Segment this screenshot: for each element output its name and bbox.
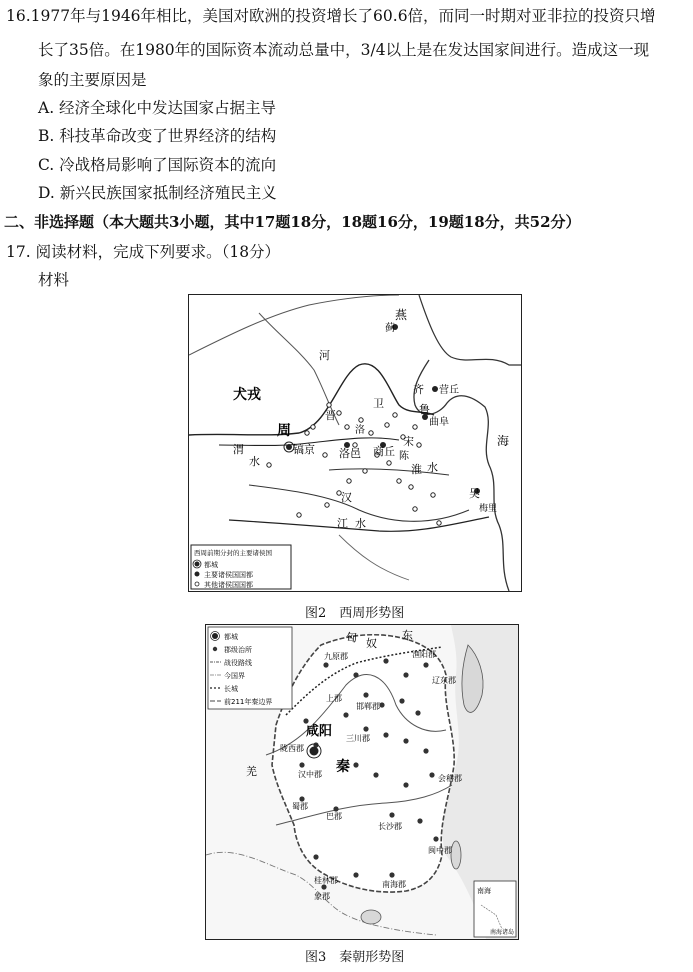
label-qin: 秦 — [336, 759, 350, 775]
label-wei-river: 渭 — [233, 443, 244, 456]
label-he: 河 — [319, 349, 330, 362]
label-longxi: 陇西郡 — [280, 744, 304, 753]
legend-border: 今国界 — [224, 672, 245, 680]
qin-dynasty-map-svg — [206, 625, 518, 939]
legend-other-state: 其他诸侯国国都 — [204, 581, 253, 589]
legend-commandery: 郡级治所 — [224, 646, 252, 654]
inset-nanhai: 南海 — [477, 887, 491, 895]
label-guilin: 桂林郡 — [314, 876, 338, 885]
q16-stem-line1: 16.1977年与1946年相比，美国对欧洲的投资增长了60.6倍，而同一时期对亚非拉的投资只增 — [6, 7, 656, 25]
q17-stem: 17. 阅读材料，完成下列要求。（18分） — [6, 243, 281, 261]
label-wu: 吴 — [469, 487, 480, 500]
label-jiuyuan: 九原郡 — [324, 652, 348, 661]
label-shui3: 水 — [427, 461, 438, 474]
label-huai: 淮 — [411, 463, 422, 476]
label-shangjun: 上郡 — [326, 694, 342, 703]
label-lu: 鲁 — [419, 403, 430, 416]
label-handan: 邯郸郡 — [356, 702, 380, 711]
label-jin: 晋 — [325, 409, 336, 422]
material-label: 材料 — [38, 271, 70, 289]
label-shujun: 蜀郡 — [292, 802, 308, 811]
western-zhou-map — [188, 294, 522, 592]
label-quanrong: 犬戎 — [233, 387, 261, 403]
label-luoyi: 洛邑 — [339, 447, 361, 460]
legend-route: 战役路线 — [224, 659, 252, 667]
label-xianyang: 咸阳 — [306, 724, 333, 739]
option-b[interactable]: B. 科技革命改变了世界经济的结构 — [38, 127, 277, 145]
label-qiang: 羌 — [246, 765, 257, 778]
label-luo: 洛 — [355, 425, 365, 436]
legend-qin-border: 前211年秦边界 — [224, 698, 273, 706]
label-meili: 梅里 — [479, 504, 498, 514]
label-nu: 奴 — [366, 637, 377, 650]
label-wei: 卫 — [373, 397, 384, 410]
legend-capital: 都城 — [224, 633, 238, 641]
option-d[interactable]: D. 新兴民族国家抵制经济殖民主义 — [38, 184, 277, 202]
label-yan: 燕 — [395, 308, 408, 322]
q16-stem-line2: 长了35倍。在1980年的国际资本流动总量中，3/4以上是在发达国家间进行。造成这一现 — [38, 41, 650, 59]
label-jiang: 江 — [337, 517, 348, 530]
section-heading: 二、非选择题（本大题共3小题，其中17题18分，18题16分，19题18分，共52分） — [4, 213, 581, 231]
legend-capital: 都城 — [204, 561, 218, 569]
label-ji: 蓟 — [385, 323, 395, 334]
label-hanzhong: 汉中郡 — [298, 770, 322, 779]
inset-islands: 南海诸岛 — [490, 929, 515, 936]
label-qufu: 曲阜 — [429, 417, 449, 428]
qin-dynasty-map — [205, 624, 519, 940]
label-bajun: 巴郡 — [326, 812, 342, 821]
western-zhou-map-svg — [189, 295, 521, 591]
label-changsha: 长沙郡 — [378, 822, 402, 831]
option-a[interactable]: A. 经济全球化中发达国家占据主导 — [38, 99, 277, 117]
label-yingqiu: 营丘 — [439, 385, 459, 396]
label-yuyang: 渔阳郡 — [412, 650, 436, 659]
q16-stem-line3: 象的主要原因是 — [38, 71, 147, 89]
label-han: 汉 — [341, 491, 352, 504]
label-minzhong: 闽中郡 — [428, 846, 452, 855]
label-song: 宋 — [403, 435, 414, 448]
label-qi: 齐 — [413, 383, 424, 396]
option-c[interactable]: C. 冷战格局影响了国际资本的流向 — [38, 156, 277, 174]
label-liaodong: 辽东郡 — [432, 676, 456, 685]
label-xiong: 匈 — [346, 631, 357, 644]
label-hai: 海 — [497, 434, 510, 448]
label-sanchuan: 三川郡 — [346, 734, 370, 743]
label-kuaiji: 会稽郡 — [438, 774, 462, 783]
legend-title: 西周前期分封的主要诸侯国 — [194, 549, 272, 557]
legend-main-state: 主要诸侯国国都 — [204, 571, 253, 579]
fig3-caption: 图3 秦朝形势图 — [305, 950, 405, 965]
label-shangqiu: 商丘 — [373, 445, 395, 458]
label-xiang: 象郡 — [314, 892, 330, 901]
fig2-caption: 图2 西周形势图 — [305, 606, 405, 621]
label-shui1: 水 — [249, 455, 260, 468]
label-nanhai: 南海郡 — [382, 880, 406, 889]
label-shui2: 水 — [355, 517, 366, 530]
label-haojing: 镐京 — [293, 443, 315, 456]
label-donghu: 东 — [402, 629, 413, 642]
label-chen: 陈 — [399, 451, 409, 462]
legend-wall: 长城 — [224, 685, 238, 693]
label-zhou: 周 — [277, 423, 291, 439]
